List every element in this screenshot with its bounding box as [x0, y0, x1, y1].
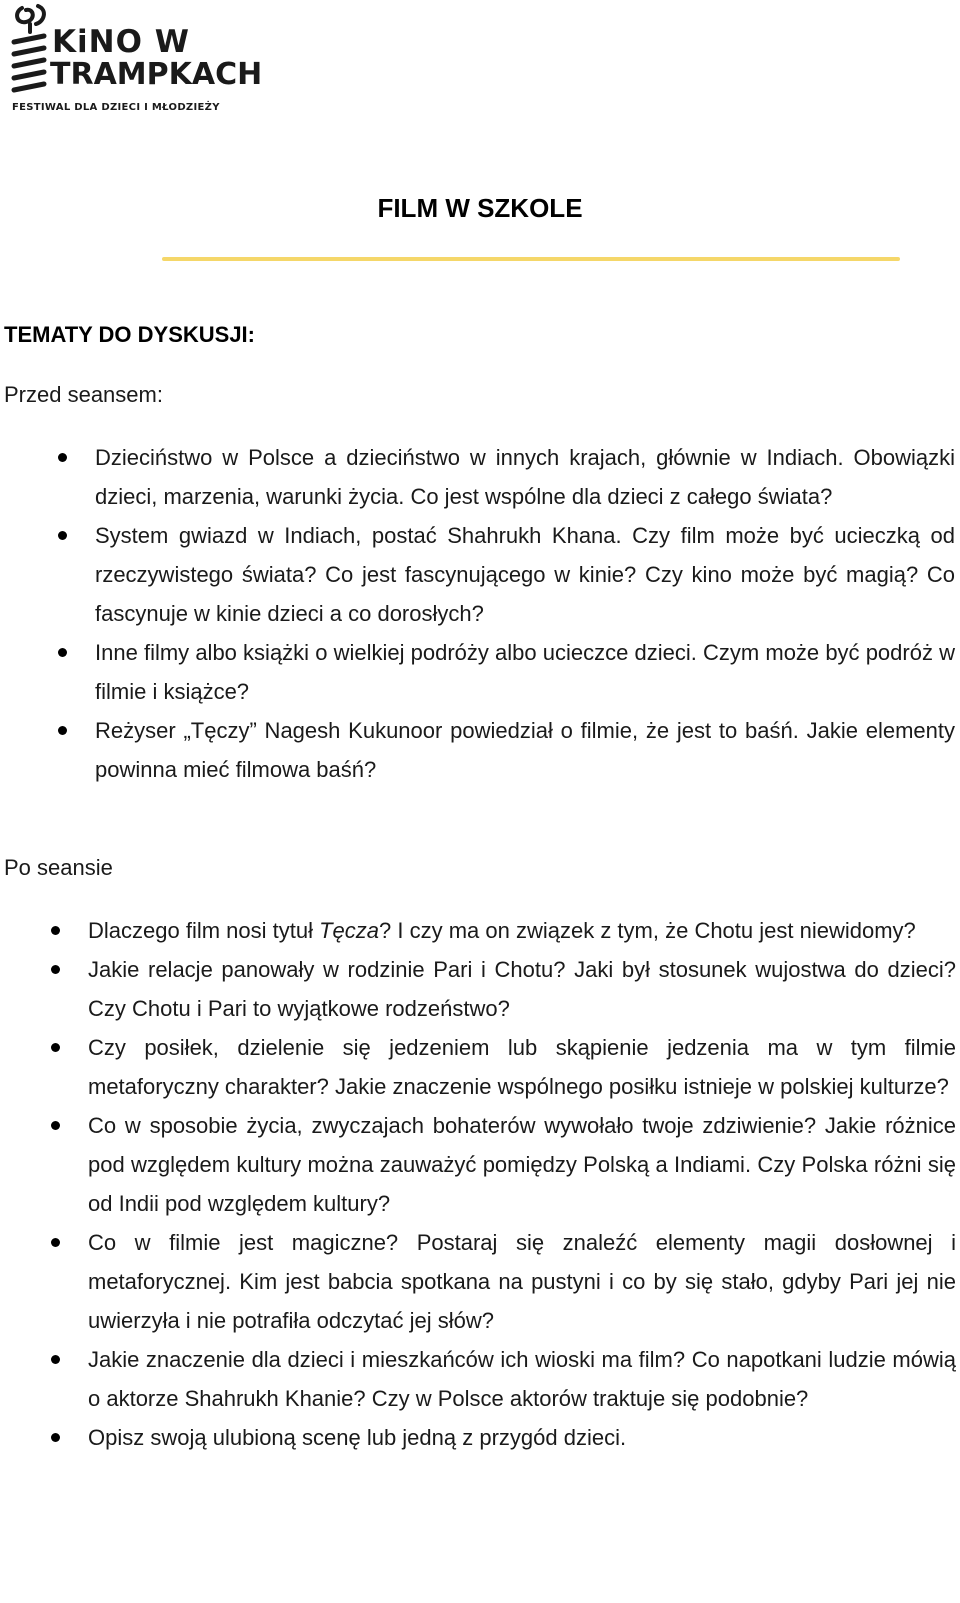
list-item: Czy posiłek, dzielenie się jedzeniem lub skąpienie jedzenia ma w tym filmie metaforyczny charakter? Jakie znaczenie wspólnego posiłku istnieje w polskiej kulturze?: [88, 1028, 956, 1106]
logo-subtitle: FESTIWAL DLA DZIECI I MŁODZIEŻY: [12, 102, 220, 113]
film-title: Tęcza: [319, 918, 380, 943]
sneaker-lace-logo-icon: [8, 2, 54, 102]
list-item: [88, 911, 956, 950]
section-heading: TEMATY DO DYSKUSJI:: [4, 322, 255, 347]
logo-text-line2: TRAMPKACH: [50, 57, 263, 92]
list-item: Jakie znaczenie dla dzieci i mieszkańców ich wioski ma film? Co napotkani ludzie mówią o aktorze Shahrukh Khanie? Czy w Polsce aktorów traktuje się podobnie?: [88, 1340, 956, 1418]
list-item: System gwiazd w Indiach, postać Shahrukh Khana. Czy film może być ucieczką od rzeczywistego świata? Co jest fascynującego w kinie? Czy kino może być magią? Co fascynuje w kinie dzieci a co dorosłych?: [95, 516, 955, 633]
after-screening-heading: Po seansie: [4, 855, 113, 880]
list-item: Co w sposobie życia, zwyczajach bohaterów wywołało twoje zdziwienie? Jakie różnice pod względem kultury można zauważyć pomiędzy Polską a Indiami. Czy Polska różni się od Indii pod względem kultury?: [88, 1106, 956, 1223]
logo-text-line1: KiNO W: [52, 24, 190, 60]
list-item: Jakie relacje panowały w rodzinie Pari i Chotu? Jaki był stosunek wujostwa do dzieci? Czy Chotu i Pari to wyjątkowe rodzeństwo?: [88, 950, 956, 1028]
before-screening-heading: Przed seansem:: [4, 382, 163, 407]
list-item: Dzieciństwo w Polsce a dzieciństwo w innych krajach, głównie w Indiach. Obowiązki dzieci, marzenia, warunki życia. Co jest wspólne dla dzieci z całego świata?: [95, 438, 955, 516]
list-item: Reżyser „Tęczy” Nagesh Kukunoor powiedział o filmie, że jest to baśń. Jakie elementy powinna mieć filmowa baśń?: [95, 711, 955, 789]
list-item: Co w filmie jest magiczne? Postaraj się znaleźć elementy magii dosłownej i metaforycznej. Kim jest babcia spotkana na pustyni i co by się stało, gdyby Pari jej nie uwierzyła i nie potrafiła odczytać jej słów?: [88, 1223, 956, 1340]
list-item: Inne filmy albo książki o wielkiej podróży albo ucieczce dzieci. Czym może być podróż w filmie i książce?: [95, 633, 955, 711]
page-title: FILM W SZKOLE: [377, 193, 583, 223]
after-screening-list: [88, 911, 956, 1457]
before-screening-list: [95, 438, 955, 789]
list-item-suffix: ? I czy ma on związek z tym, że Chotu jest niewidomy?: [379, 918, 916, 943]
list-item: Opisz swoją ulubioną scenę lub jedną z przygód dzieci.: [88, 1418, 956, 1457]
festival-logo: [8, 2, 263, 116]
title-underline: [162, 257, 900, 261]
list-item-prefix: Dlaczego film nosi tytuł: [88, 918, 320, 943]
